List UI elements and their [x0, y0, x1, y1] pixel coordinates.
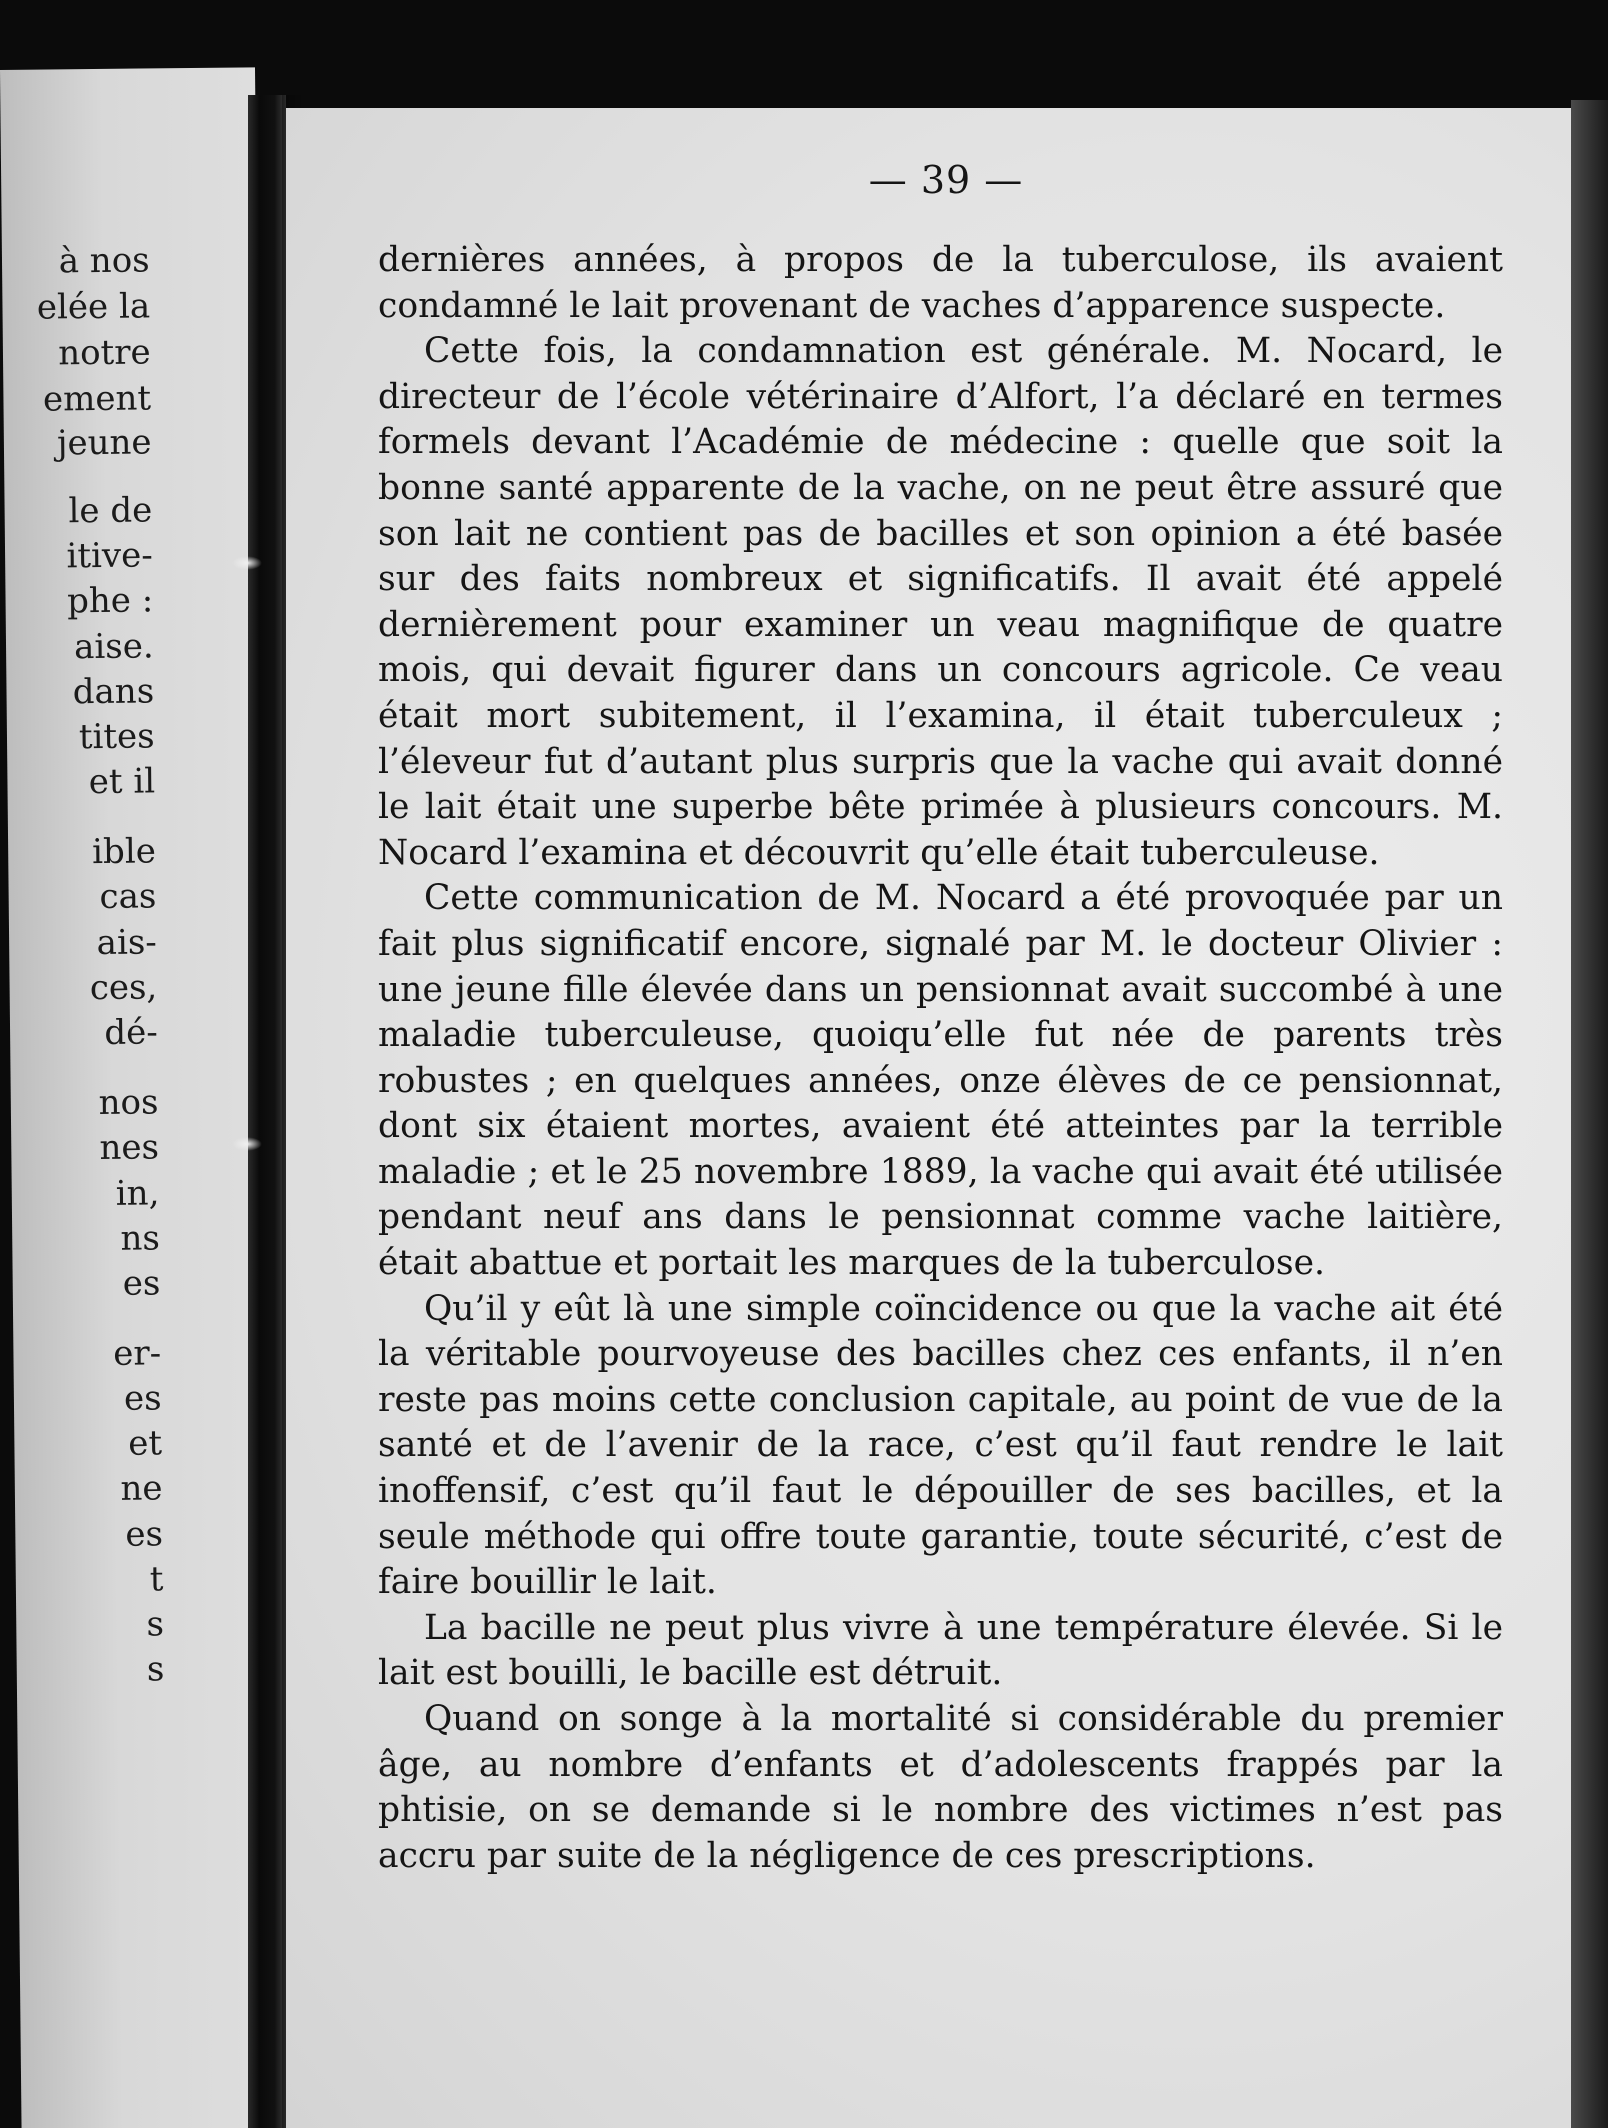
page-number: — 39 —: [868, 158, 1024, 202]
page-edge-shadow: [1571, 100, 1608, 2128]
page-text: [378, 238, 1503, 1879]
left-page-fragment: à nos: [58, 240, 150, 282]
left-page-fragment: jeune: [56, 422, 152, 464]
left-page-fragment: et: [128, 1423, 163, 1464]
left-page-fragment: dé-: [104, 1012, 158, 1053]
left-page-fragment: ns: [120, 1218, 161, 1259]
left-page-fragment: er-: [113, 1333, 162, 1374]
left-page-fragment: nes: [99, 1127, 160, 1169]
left-page-fragment: in,: [115, 1173, 160, 1214]
left-page-fragment: elée la: [36, 286, 151, 328]
left-facing-page: [0, 67, 277, 2128]
left-page-fragment: ces,: [89, 967, 158, 1009]
left-page-fragment: t: [149, 1559, 164, 1600]
left-page-fragment: notre: [57, 332, 151, 374]
left-page-fragment: et il: [88, 761, 156, 803]
left-page-fragment: cas: [99, 876, 157, 918]
left-page-fragment: ais-: [96, 922, 157, 964]
left-page-fragment: es: [125, 1514, 164, 1555]
paragraph: Quand on songe à la mortalité si considérable du premier âge, au nombre d’enfants et d’adolescents frappés par la phtisie, on se demande si le nombre des victimes n’est pas accru par suite de la négligence de ces prescriptions.: [378, 1699, 1503, 1876]
left-page-fragment: ible: [91, 831, 157, 873]
left-page-fragment: es: [123, 1378, 162, 1419]
binding-mark: [232, 556, 262, 570]
left-page-fragment: ne: [120, 1468, 163, 1509]
paragraph: La bacille ne peut plus vivre à une température élevée. Si le lait est bouilli, le bacille est détruit.: [378, 1607, 1503, 1694]
left-page-fragment: ement: [42, 378, 152, 420]
left-page-fragment: phe :: [66, 580, 154, 622]
paragraph: Cette communication de M. Nocard a été provoquée par un fait plus significatif encore, signalé par M. le docteur Olivier : une jeune fille élevée dans un pensionnat avait succombé à une maladie tuberculeuse, quoiqu’elle fut née de parents très robustes ; en quelques années, onze élèves de ce pensionnat, dont six étaient mortes, avaient été atteintes par la terrible maladie ; et le 25 novembre 1889, la vache qui avait été utilisée pendant neuf ans dans le pensionnat comme vache laitière, était abattue et portait les marques de la tuberculose.: [378, 878, 1503, 1284]
left-page-fragment: nos: [98, 1082, 159, 1124]
paragraph: dernières années, à propos de la tuberculose, ils avaient condamné le lait provenant de vaches d’apparence suspecte.: [378, 240, 1503, 326]
binding-mark: [232, 1137, 262, 1151]
paragraph: Cette fois, la condamnation est générale. M. Nocard, le directeur de l’école vétérinaire d’Alfort, l’a déclaré en termes formels devant l’Académie de médecine : quelle que soit la bonne santé apparente de la vache, on ne peut être assuré que son lait ne contient pas de bacilles et son opinion a été basée sur des faits nombreux et significatifs. Il avait été appelé dernièrement pour examiner un veau magnifique de quatre mois, qui devait figurer dans un concours agricole. Ce veau était mort subitement, il l’examina, il était tuberculeux ; l’éleveur fut d’autant plus surpris que la vache qui avait donné le lait était une superbe bête primée à plusieurs concours. M. Nocard l’examina et découvrit qu’elle était tuberculeuse.: [378, 331, 1503, 873]
left-page-fragment: s: [146, 1649, 165, 1690]
left-page-fragment: tites: [78, 716, 155, 758]
left-page-fragment: le de: [68, 490, 153, 532]
paragraph: Qu’il y eût là une simple coïncidence ou que la vache ait été la véritable pourvoyeuse des bacilles chez ces enfants, il n’en reste pas moins cette conclusion capitale, au point de vue de la santé et de l’avenir de la race, c’est qu’il faut rendre le lait inoffensif, c’est qu’il faut le dépouiller de ses bacilles, et la seule méthode qui offre toute garantie, toute sécurité, c’est de faire bouillir le lait.: [378, 1288, 1503, 1603]
left-page-fragment: s: [146, 1604, 165, 1645]
book-gutter: [248, 95, 286, 2128]
left-page-fragment: aise.: [73, 626, 154, 668]
left-page-fragment: es: [122, 1263, 161, 1304]
left-page-fragment: dans: [72, 671, 155, 713]
left-page-fragment: itive-: [66, 535, 153, 577]
